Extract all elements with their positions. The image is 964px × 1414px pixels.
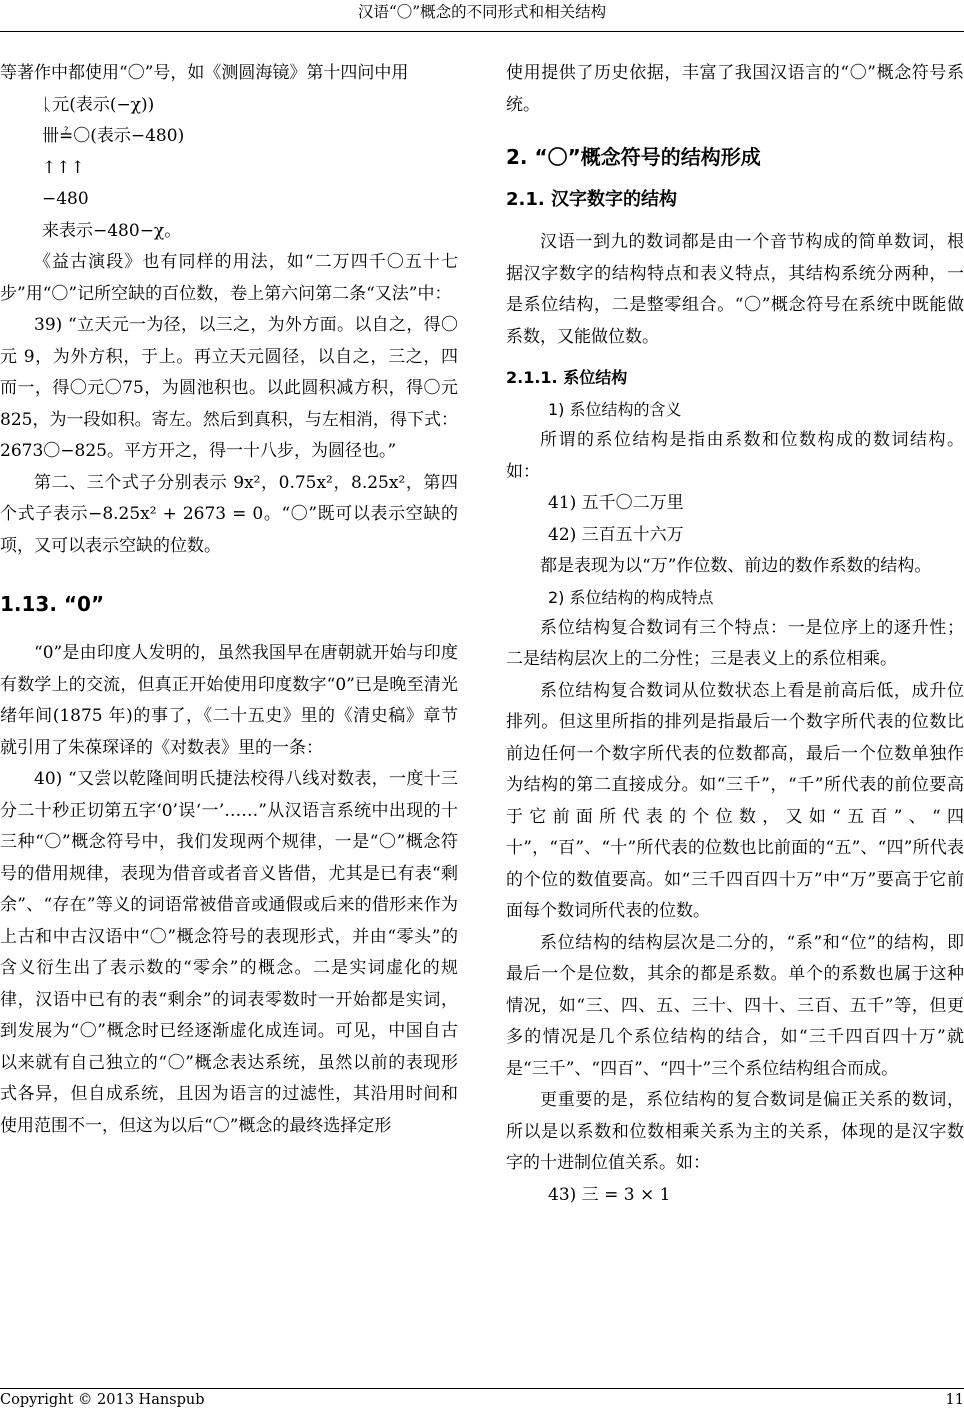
formula-line: 来表示−480−χ。: [42, 220, 182, 241]
footer-rule: [0, 1388, 964, 1389]
section-heading-2-1-1: 2.1.1. 系位结构: [506, 368, 628, 387]
paragraph: 都是表现为以“万”作位数、前边的数作系数的结构。: [540, 556, 932, 576]
paragraph: 使用提供了历史依据，丰富了我国汉语言的“〇”概念符号系统。: [506, 63, 964, 115]
copyright: Copyright © 2013 Hanspub: [0, 1392, 205, 1408]
right-column: [506, 58, 964, 1211]
quote-40: 40) “又尝以乾隆间明氏捷法校得八线对数表，一度十三分二十秒正切第五字‘0’误‘一’……”从汉语言系统中出现的十三种“〇”概念符号中，我们发现两个规律，一是“〇”概念符号的借用规律，表现为借音或者音义皆借，尤其是已有表“剩余”、“存在”等义的词语常被借音或通假或后来的借形来作为上古和中古汉语中“〇”概念符号的表现形式，并由“零头”的含义衍生出了表示数的“零余”的概念。二是实词虚化的规律，汉语中已有的表“剩余”的词表零数时一开始都是实词，到发展为“〇”概念时已经逐渐虚化成连词。可见，中国自古以来就有自己独立的“〇”概念表达系统，虽然以前的表现形式各异，但自成系统，且因为语言的过滤性，其沿用时间和使用范围不一，但这为以后“〇”概念的最终选择定形: [0, 769, 458, 1136]
example-41: 41) 五千〇二万里: [548, 493, 684, 513]
subheading-1: 1) 系位结构的含义: [548, 400, 682, 419]
paragraph: 等著作中都使用“〇”号，如《测圆海镜》第十四问中用: [0, 63, 409, 83]
quote-39: 39) “立天元一为径，以三之，为外方面。以自之，得〇元 9，为外方积，于上。再立天元圆径，以自之，三之，四而一，得〇元〇75，为圆池积也。以此圆积减方积，得〇元 825，为一段如积。寄左。然后到真积，与左相消，得下式：2673〇−825。平方开之，得一十八步，为圆径也。”: [0, 315, 458, 461]
paragraph: “0”是由印度人发明的，虽然我国早在唐朝就开始与印度有数学上的交流，但真正开始使用印度数字“0”已是晚至清光绪年间(1875 年)的事了，《二十五史》里的《清史稿》章节就引用了朱葆琛译的《对数表》里的一条：: [0, 643, 458, 758]
formula-line: ᚳ元(表示(−χ)): [42, 94, 155, 115]
subheading-2: 2) 系位结构的构成特点: [548, 587, 714, 607]
formula-line: ↑↑↑: [42, 157, 85, 178]
paragraph: 系位结构复合数词有三个特点：一是位序上的逐升性；二是结构层次上的二分性；三是表义上的系位相乘。: [506, 617, 964, 669]
paragraph: 系位结构的结构层次是二分的，“系”和“位”的结构，即最后一个是位数，其余的都是系数。单个的系数也属于这种情况，如“三、四、五、三十、四十、三百、五千”等，但更多的情况是几个系位结构的结合，如“三千四百四十万”就是“三千”、“四百”、“四十”三个系位结构组合而成。: [506, 932, 964, 1079]
paragraph: 汉语一到九的数词都是由一个音节构成的简单数词，根据汉字数字的结构特点和表义特点，其结构系统分两种，一是系位结构，二是整零组合。“〇”概念符号在系统中既能做系数，又能做位数。: [506, 232, 964, 347]
formula-line: 卌≟〇(表示−480): [42, 126, 185, 146]
section-heading-1-13: 1.13. “0”: [0, 592, 105, 616]
paragraph: 《益古演段》也有同样的用法，如“二万四千〇五十七步”用“〇”记所空缺的百位数，卷上第六问第二条“又法”中：: [0, 252, 458, 304]
section-heading-2-1: 2.1. 汉字数字的结构: [506, 189, 677, 210]
left-column: [0, 58, 458, 1142]
formula-line: −480: [42, 189, 89, 209]
header-rule: [0, 31, 964, 32]
example-43: 43) 三 = 3 × 1: [548, 1184, 671, 1205]
example-42: 42) 三百五十六万: [548, 524, 684, 545]
paragraph: 更重要的是，系位结构的复合数词是偏正关系的数词，所以是以系数和位数相乘关系为主的关系，体现的是汉字数字的十进制位值关系。如：: [506, 1090, 964, 1173]
running-header: 汉语“〇”概念的不同形式和相关结构: [357, 3, 607, 21]
paragraph: 第二、三个式子分别表示 9x²，0.75x²，8.25x²，第四个式子表示−8.25x² + 2673 = 0。“〇”既可以表示空缺的项，又可以表示空缺的位数。: [0, 472, 458, 556]
page-number: 11: [945, 1392, 964, 1408]
paragraph: 所谓的系位结构是指由系数和位数构成的数词结构。如：: [506, 430, 964, 482]
section-heading-2: 2. “〇”概念符号的结构形成: [506, 145, 761, 169]
paragraph: 系位结构复合数词从位数状态上看是前高后低，成升位排列。但这里所指的排列是指最后一个数字所代表的位数比前边任何一个数字所代表的位数都高，最后一个位数单独作为结构的第二直接成分。如“三千”，“千”所代表的前位要高于它前面所代表的个位数，又如“五百”、“四十”，“百”、“十”所代表的位数也比前面的“五”、“四”所代表的个位的数值要高。如“三千四百四十万”中“万”要高于它前面每个数词所代表的位数。: [506, 680, 964, 921]
